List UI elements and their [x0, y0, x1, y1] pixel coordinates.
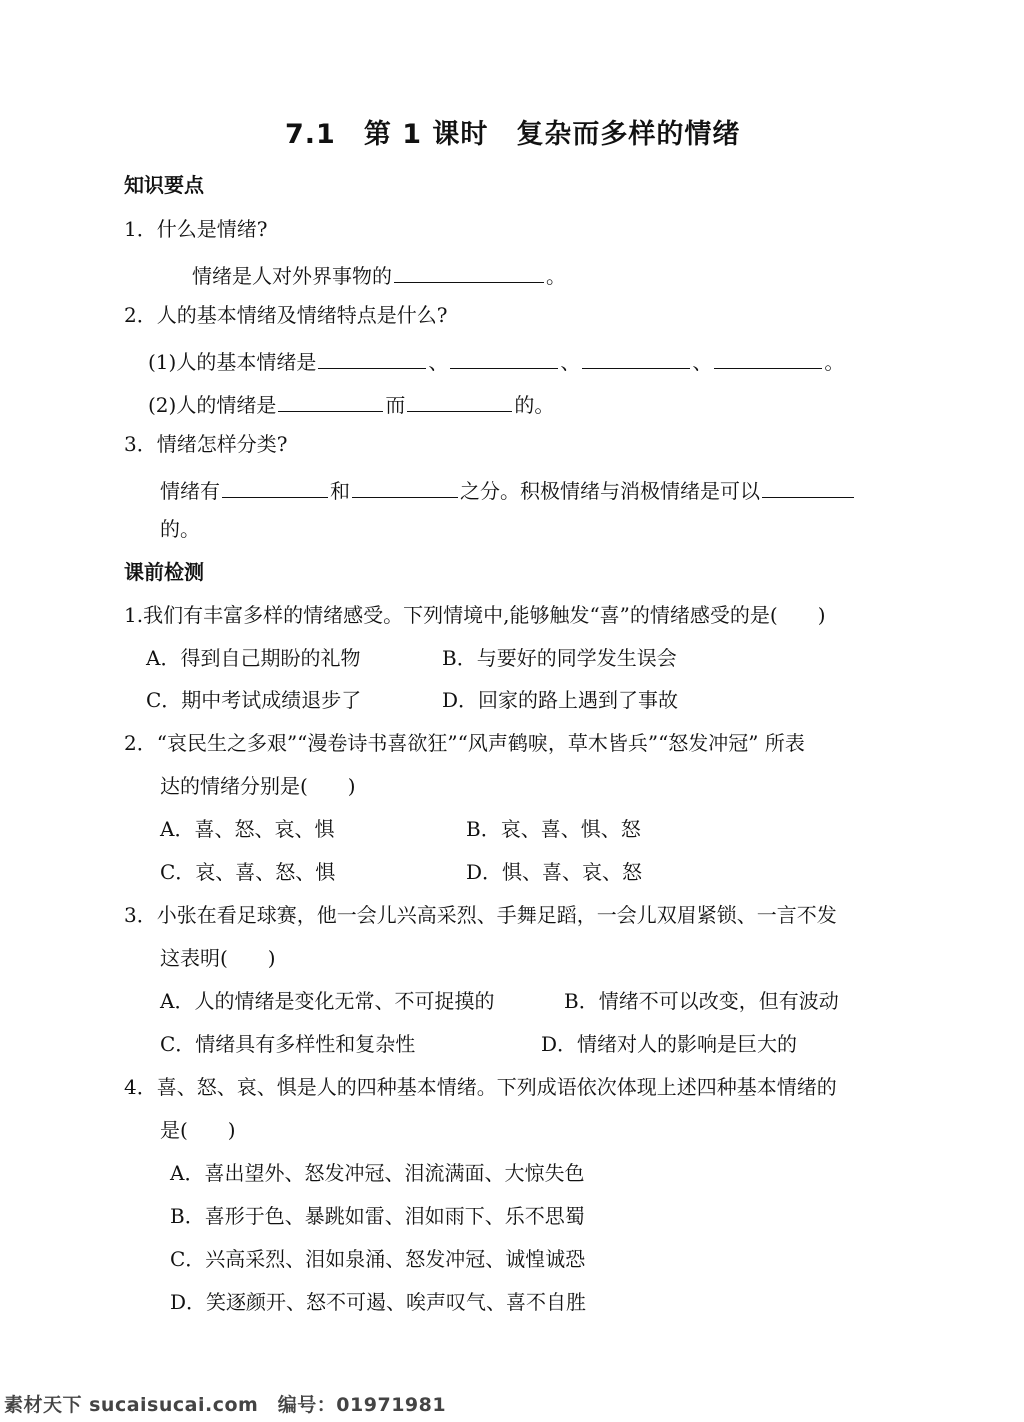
answer-blank[interactable]	[318, 348, 426, 369]
pretest-q4-option-b[interactable]: B．喜形于色、暴跳如雷、泪如雨下、乐不思蜀	[170, 1204, 585, 1228]
knowledge-q2-sub1: (1)人的基本情绪是 、 、 、 。	[148, 350, 845, 374]
knowledge-q1-text: 情绪是人对外界事物的 。	[192, 264, 566, 288]
pretest-q3-option-c[interactable]: C．情绪具有多样性和复杂性	[160, 1032, 416, 1056]
pretest-q3-option-b[interactable]: B．情绪不可以改变，但有波动	[564, 989, 839, 1013]
knowledge-q2-label: 2．人的基本情绪及情绪特点是什么?	[124, 303, 448, 327]
pretest-q1-option-c[interactable]: C．期中考试成绩退步了	[146, 688, 362, 712]
answer-blank[interactable]	[278, 391, 383, 412]
answer-blank[interactable]	[450, 348, 558, 369]
pretest-q1-stem: 1.我们有丰富多样的情绪感受。下列情境中,能够触发“喜”的情绪感受的是( )	[124, 603, 826, 627]
pretest-q2-stem-line1: 2．“哀民生之多艰”“漫卷诗书喜欲狂”“风声鹤唳，草木皆兵”“怒发冲冠” 所表	[124, 731, 805, 755]
watermark-bar	[0, 1384, 1024, 1422]
pretest-q4-option-d[interactable]: D．笑逐颜开、怒不可遏、唉声叹气、喜不自胜	[170, 1290, 587, 1314]
section-heading-pretest: 课前检测	[124, 560, 204, 584]
pretest-q1-option-b[interactable]: B．与要好的同学发生误会	[442, 646, 677, 670]
pretest-q4-stem-line1: 4．喜、怒、哀、惧是人的四种基本情绪。下列成语依次体现上述四种基本情绪的	[124, 1075, 837, 1099]
answer-blank[interactable]	[352, 477, 458, 498]
knowledge-q2-sub2: (2)人的情绪是 而 的。	[148, 393, 555, 417]
knowledge-q3-tail: 的。	[160, 517, 200, 541]
pretest-q2-option-c[interactable]: C．哀、喜、怒、惧	[160, 860, 336, 884]
answer-blank[interactable]	[394, 262, 544, 283]
knowledge-q3-label: 3．情绪怎样分类?	[124, 432, 288, 456]
page-title: 7.1 第 1 课时 复杂而多样的情绪	[285, 119, 741, 150]
section-heading-knowledge: 知识要点	[124, 173, 204, 197]
pretest-q4-stem-line2: 是( )	[160, 1118, 236, 1142]
answer-blank[interactable]	[714, 348, 822, 369]
answer-blank[interactable]	[762, 477, 854, 498]
pretest-q1-option-a[interactable]: A．得到自己期盼的礼物	[146, 646, 361, 670]
pretest-q1-option-d[interactable]: D．回家的路上遇到了事故	[442, 688, 679, 712]
answer-blank[interactable]	[222, 477, 328, 498]
pretest-q2-option-b[interactable]: B．哀、喜、惧、怒	[466, 817, 641, 841]
answer-blank[interactable]	[407, 391, 512, 412]
pretest-q2-option-a[interactable]: A．喜、怒、哀、惧	[160, 817, 335, 841]
pretest-q3-option-a[interactable]: A．人的情绪是变化无常、不可捉摸的	[160, 989, 495, 1013]
knowledge-q3-text: 情绪有 和 之分。积极情绪与消极情绪是可以	[160, 477, 856, 501]
pretest-q4-option-c[interactable]: C．兴高采烈、泪如泉涌、怒发冲冠、诚惶诚恐	[170, 1247, 586, 1271]
pretest-q2-option-d[interactable]: D．惧、喜、哀、怒	[466, 860, 643, 884]
watermark-text: 素材天下 sucaisucai.com 编号：01971981	[4, 1393, 447, 1416]
pretest-q3-stem-line1: 3．小张在看足球赛，他一会儿兴高采烈、手舞足蹈，一会儿双眉紧锁、一言不发	[124, 903, 837, 927]
pretest-q2-stem-line2: 达的情绪分别是( )	[160, 774, 356, 798]
pretest-q3-option-d[interactable]: D．情绪对人的影响是巨大的	[541, 1032, 798, 1056]
pretest-q3-stem-line2: 这表明( )	[160, 946, 276, 970]
answer-blank[interactable]	[582, 348, 690, 369]
pretest-q4-option-a[interactable]: A．喜出望外、怒发冲冠、泪流满面、大惊失色	[170, 1161, 585, 1185]
knowledge-q1-label: 1．什么是情绪?	[124, 217, 268, 241]
